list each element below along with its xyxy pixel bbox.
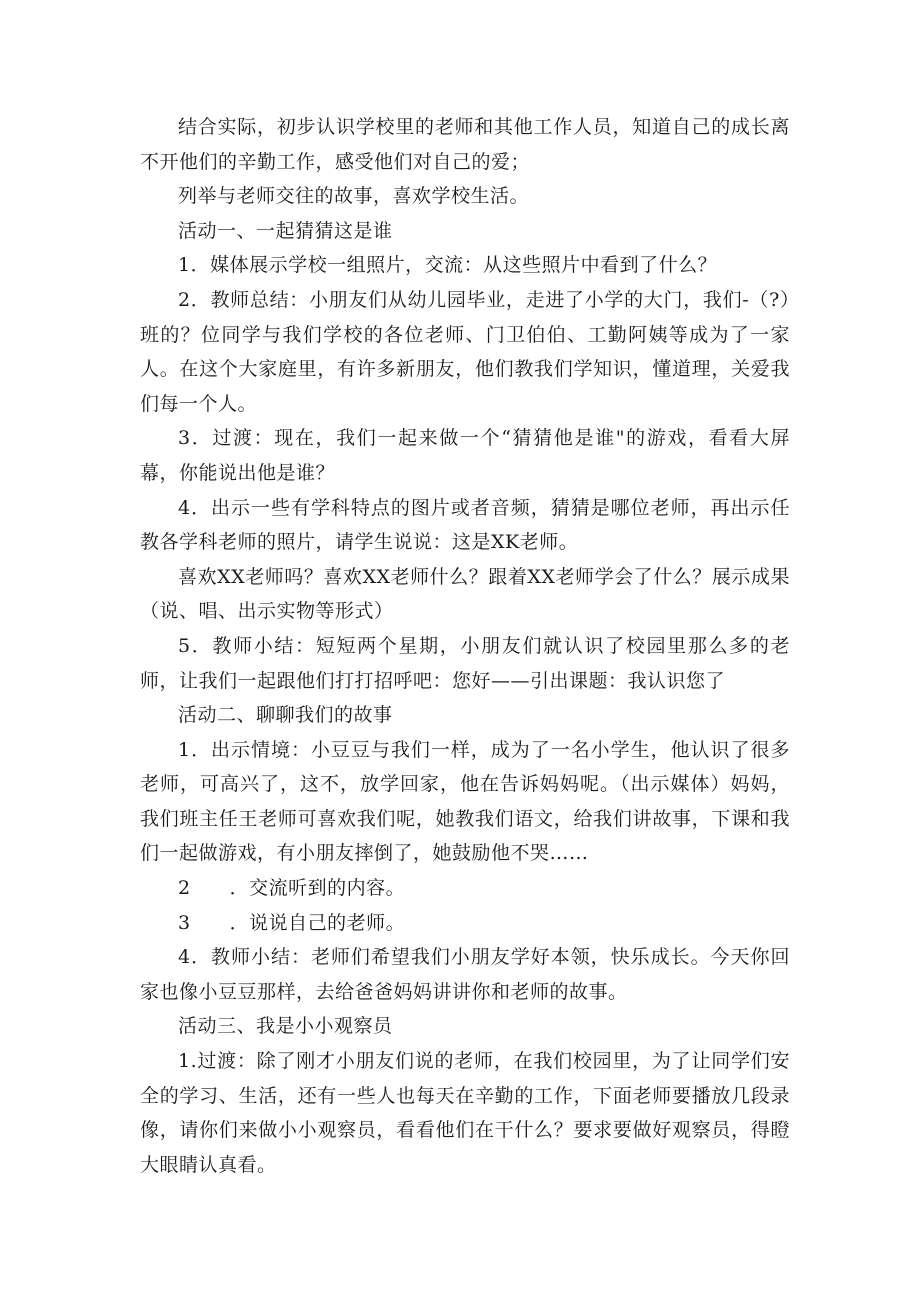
- activity-1-step-4-followup: 喜欢XX老师吗？喜欢XX老师什么？跟着XX老师学会了什么？展示成果（说、唱、出示实物等形式）: [140, 565, 790, 623]
- activity-1-step-1: 1．媒体展示学校一组照片，交流：从这些照片中看到了什么？: [178, 254, 718, 277]
- paragraph-objective-1: 结合实际，初步认识学校里的老师和其他工作人员，知道自己的成长离不开他们的辛勤工作，感受他们对自己的爱；: [140, 116, 790, 173]
- activity-1-heading: 活动一、一起猜猜这是谁: [178, 219, 393, 242]
- activity-2-step-2: 2 ．交流听到的内容。: [178, 877, 406, 900]
- activity-1-step-5: 5．教师小结：短短两个星期，小朋友们就认识了校园里那么多的老师，让我们一起跟他们打打招呼吧：您好——引出课题：我认识您了: [140, 634, 790, 692]
- activity-3-step-1: 1.过渡：除了刚才小朋友们说的老师，在我们校园里，为了让同学们安全的学习、生活，还有一些人也每天在辛勤的工作，下面老师要播放几段录像，请你们来做小小观察员，看看他们在干什么？要求要做好观察员，得瞪大眼睛认真看。: [140, 1050, 790, 1176]
- activity-1-step-2: 2．教师总结：小朋友们从幼儿园毕业，走进了小学的大门，我们-（?）班的？位同学与我们学校的各位老师、门卫伯伯、工勤阿姨等成为了一家人。在这个大家庭里，有许多新朋友，他们教我们学知识，懂道理，关爱我们每一个人。: [140, 288, 790, 415]
- activity-1-step-4: 4．出示一些有学科特点的图片或者音频，猜猜是哪位老师，再出示任教各学科老师的照片，请学生说说：这是XK老师。: [140, 496, 790, 554]
- paragraph-objective-2: 列举与老师交往的故事，喜欢学校生活。: [178, 185, 530, 208]
- activity-2-step-1: 1．出示情境：小豆豆与我们一样，成为了一名小学生，他认识了很多老师，可高兴了，这不，放学回家，他在告诉妈妈呢。（出示媒体）妈妈，我们班主任王老师可喜欢我们呢，她教我们语文，给我们讲故事，下课和我们一起做游戏，有小朋友摔倒了，她鼓励他不哭……: [140, 738, 790, 865]
- activity-1-step-3: 3．过渡：现在，我们一起来做一个“猜猜他是谁"的游戏，看看大屏幕，你能说出他是谁？: [140, 427, 790, 484]
- activity-2-step-4: 4．教师小结：老师们希望我们小朋友学好本领，快乐成长。今天你回家也像小豆豆那样，去给爸爸妈妈讲讲你和老师的故事。: [140, 946, 790, 1003]
- activity-2-heading: 活动二、聊聊我们的故事: [178, 704, 393, 727]
- activity-2-step-3: 3 ．说说自己的老师。: [178, 911, 406, 934]
- activity-3-heading: 活动三、我是小小观察员: [178, 1015, 393, 1038]
- document-body: [140, 110, 790, 1182]
